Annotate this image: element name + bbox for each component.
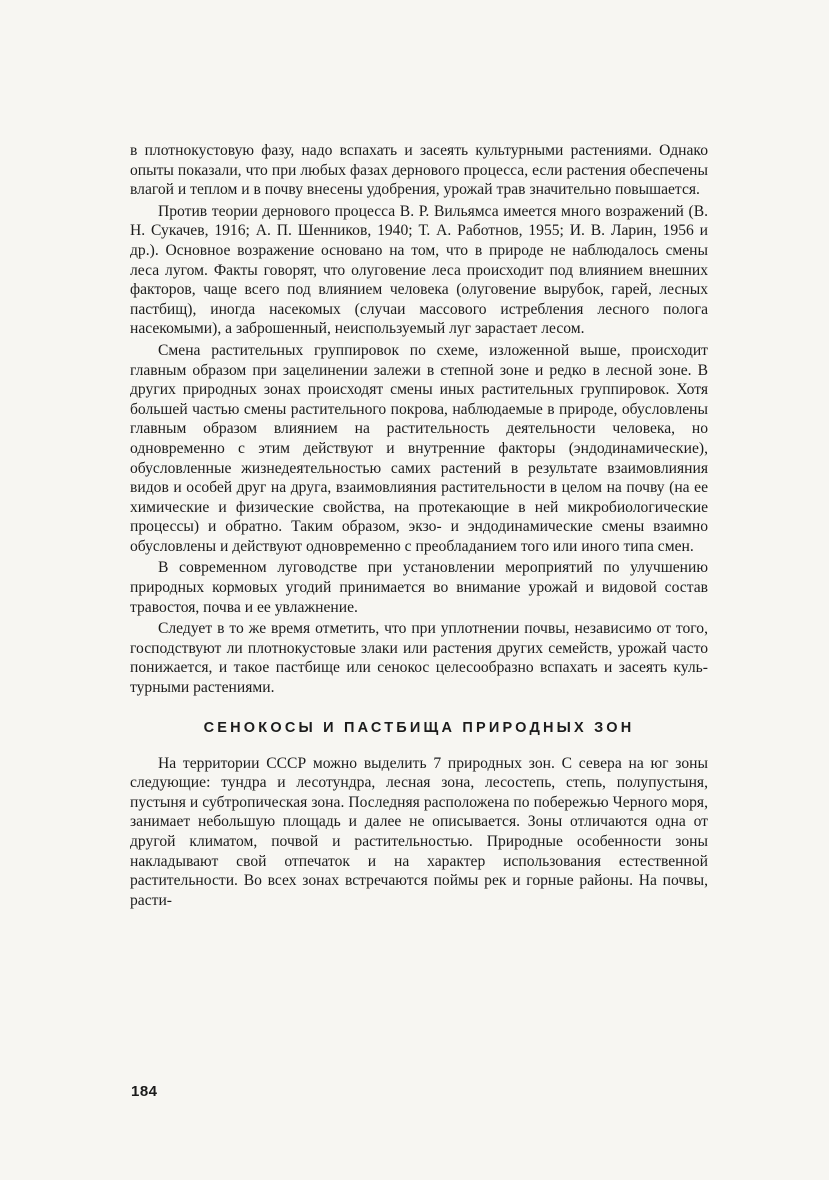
paragraph-4: В современном луговодстве при установлении мероприятий по улучшению природных кормовых угодий принимается во внимание урожай и видовой состав травостоя, почва и ее увлажнение. <box>130 559 708 616</box>
section-heading: СЕНОКОСЫ И ПАСТБИЩА ПРИРОДНЫХ ЗОН <box>203 719 635 736</box>
paragraph-5: Следует в то же время отметить, что при уплотнении почвы, независимо от того, господствуют ли плотнокустовые злаки или растения других семейств, урожай часто понижается, и такое пастбище или сенокос целесообразно вспахать и засеять культурными растениями. <box>130 620 708 697</box>
paragraph-3: Смена растительных группировок по схеме, изложенной выше, происходит главным образом при зацелинении залежи в степной зоне и редко в лесной зоне. В других природных зонах происходят смены иных растительных группировок. Хотя большей частью смены растительного покрова, наблюдаемые в природе, обусловлены главным образом влиянием на растительность деятельности человека, но одновременно с этим действуют и внутренние факторы (эндодинамические), обусловленные жизнедеятельностью самих растений в результате взаимовлияния видов и особей друг на друга, взаимовлияния растительности в целом на почву (на ее химические и физические свойства, на протекающие в ней микробиологические процессы) и обратно. Таким образом, экзо- и эндодинамические смены взаимно обусловлены и действуют одновременно с преобладанием того или иного типа смен. <box>130 341 708 555</box>
paragraph-6: На территории СССР можно выделить 7 природных зон. С севера на юг зоны следующие: тундра и лесотундра, лесная зона, лесостепь, степь, полупустыня, пустыня и субтропическая зона. Последняя расположена по побережью Черного моря, занимает небольшую площадь и далее не описывается. Зоны отличаются одна от другой климатом, почвой и растительностью. Природные особенности зоны накладывают свой отпечаток и на характер использования естественной растительности. Во всех зонах встречаются поймы рек и горные районы. На почвы, расти- <box>130 754 708 909</box>
paragraph-1: в плотнокустовую фазу, надо вспахать и засеять культурными растениями. Однако опыты показали, что при любых фазах дернового процесса, если растения обеспечены влагой и теплом и в почву внесены удобрения, урожай трав значительно повышается. <box>130 142 708 199</box>
paragraph-2: Против теории дернового процесса В. Р. Вильямса имеется много возражений (В. Н. Сукачев, 1916; А. П. Шенников, 1940; Т. А. Работнов, 1955; И. В. Ларин, 1956 и др.). Основное возражение основано на том, что в природе не наблюдалось смены леса лугом. Факты говорят, что олуговение леса происходит под влиянием внешних факторов, чаще всего под влиянием человека (олуговение вырубок, гарей, лесных пастбищ), иногда насекомых (случаи массового истребления лесного полога насекомыми), а заброшенный, неиспользуемый луг зарастает лесом. <box>130 202 708 338</box>
page-text <box>130 141 708 910</box>
page-number: 184 <box>131 1083 158 1100</box>
